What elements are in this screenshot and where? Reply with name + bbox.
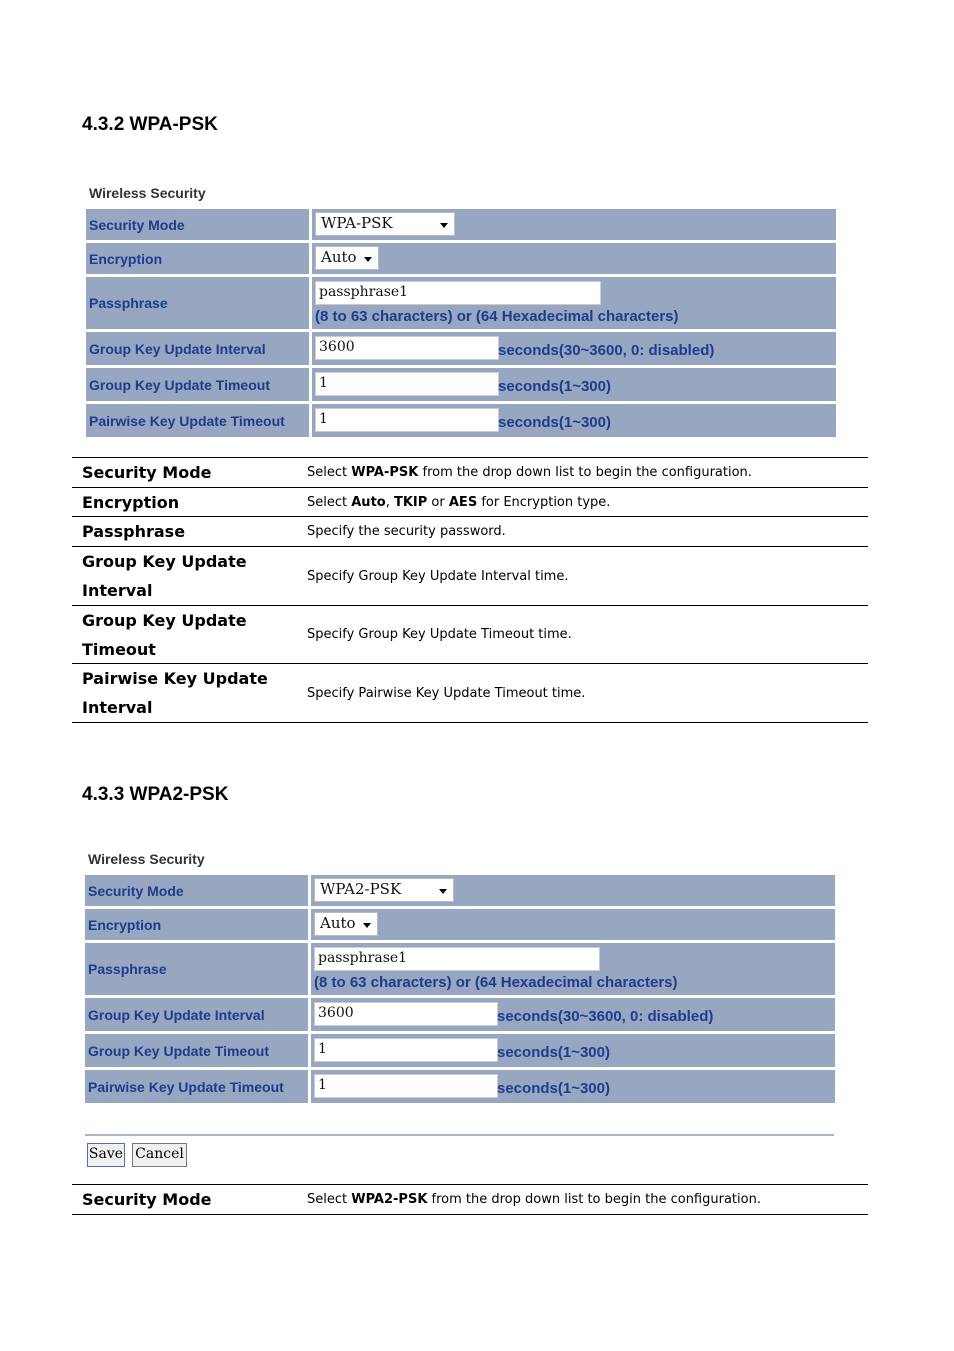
label-encryption: Encryption bbox=[85, 909, 308, 940]
group-key-interval-hint: seconds(30~3600, 0: disabled) bbox=[498, 342, 715, 359]
label-pairwise-key-timeout: Pairwise Key Update Timeout bbox=[85, 1070, 308, 1103]
row-group-key-timeout bbox=[85, 1034, 835, 1067]
passphrase-input[interactable]: passphrase1 bbox=[315, 281, 601, 305]
save-button[interactable]: Save bbox=[87, 1143, 125, 1167]
chevron-down-icon bbox=[440, 223, 448, 228]
row-security-mode bbox=[85, 875, 835, 906]
row-group-key-interval bbox=[85, 998, 835, 1031]
row-passphrase bbox=[85, 943, 835, 995]
security-mode-select[interactable]: WPA2-PSK bbox=[314, 878, 454, 902]
group-key-interval-input[interactable]: 3600 bbox=[315, 336, 499, 360]
row-encryption bbox=[85, 909, 835, 940]
description-table-wpa bbox=[72, 457, 868, 724]
chevron-down-icon bbox=[364, 257, 372, 262]
encryption-select[interactable]: Auto bbox=[314, 912, 378, 936]
group-key-interval-input[interactable]: 3600 bbox=[314, 1002, 498, 1026]
table-row: Security Mode Select WPA2-PSK from the drop down list to begin the configuration. bbox=[82, 1190, 761, 1209]
row-passphrase bbox=[86, 277, 836, 329]
group-key-timeout-hint: seconds(1~300) bbox=[497, 1044, 610, 1061]
group-key-timeout-hint: seconds(1~300) bbox=[498, 378, 611, 395]
label-security-mode: Security Mode bbox=[86, 209, 309, 240]
row-security-mode bbox=[86, 209, 836, 240]
chevron-down-icon bbox=[439, 889, 447, 894]
label-group-key-interval: Group Key Update Interval bbox=[85, 998, 308, 1031]
label-passphrase: Passphrase bbox=[85, 943, 308, 995]
table-row: Pairwise Key Update Interval Specify Pairwise Key Update Timeout time. bbox=[82, 669, 586, 717]
table-row: Encryption Select Auto , TKIP or AES for Encryption type. bbox=[82, 493, 611, 512]
row-encryption bbox=[86, 243, 836, 274]
label-group-key-timeout: Group Key Update Timeout bbox=[86, 368, 309, 401]
row-group-key-timeout bbox=[86, 368, 836, 401]
group-key-timeout-input[interactable]: 1 bbox=[315, 372, 499, 396]
wireless-security-panel-wpa bbox=[86, 185, 836, 440]
encryption-select[interactable]: Auto bbox=[315, 246, 379, 270]
table-row: Group Key Update Interval Specify Group Key Update Interval time. bbox=[82, 552, 569, 600]
label-pairwise-key-timeout: Pairwise Key Update Timeout bbox=[86, 404, 309, 437]
label-encryption: Encryption bbox=[86, 243, 309, 274]
group-key-timeout-input[interactable]: 1 bbox=[314, 1038, 498, 1062]
pairwise-key-timeout-hint: seconds(1~300) bbox=[497, 1080, 610, 1097]
passphrase-hint: (8 to 63 characters) or (64 Hexadecimal characters) bbox=[315, 308, 679, 325]
panel-title: Wireless Security bbox=[89, 185, 206, 201]
pairwise-key-timeout-hint: seconds(1~300) bbox=[498, 414, 611, 431]
divider bbox=[85, 1134, 834, 1136]
wireless-security-panel-wpa2 bbox=[85, 851, 835, 1106]
row-group-key-interval bbox=[86, 332, 836, 365]
section-heading-wpa-psk: 4.3.2 WPA-PSK bbox=[82, 114, 218, 135]
table-row: Passphrase Specify the security password. bbox=[82, 522, 506, 541]
description-table-wpa2 bbox=[72, 1184, 868, 1216]
label-group-key-timeout: Group Key Update Timeout bbox=[85, 1034, 308, 1067]
pairwise-key-timeout-input[interactable]: 1 bbox=[315, 408, 499, 432]
passphrase-input[interactable]: passphrase1 bbox=[314, 947, 600, 971]
label-group-key-interval: Group Key Update Interval bbox=[86, 332, 309, 365]
security-mode-select[interactable]: WPA-PSK bbox=[315, 212, 455, 236]
section-heading-wpa2-psk: 4.3.3 WPA2-PSK bbox=[82, 784, 229, 805]
row-pairwise-key-timeout bbox=[85, 1070, 835, 1103]
panel-title: Wireless Security bbox=[88, 851, 205, 867]
cancel-button[interactable]: Cancel bbox=[132, 1143, 187, 1167]
label-security-mode: Security Mode bbox=[85, 875, 308, 906]
table-row: Group Key Update Timeout Specify Group Key Update Timeout time. bbox=[82, 610, 572, 659]
group-key-interval-hint: seconds(30~3600, 0: disabled) bbox=[497, 1008, 714, 1025]
chevron-down-icon bbox=[363, 923, 371, 928]
pairwise-key-timeout-input[interactable]: 1 bbox=[314, 1074, 498, 1098]
row-pairwise-key-timeout bbox=[86, 404, 836, 437]
label-passphrase: Passphrase bbox=[86, 277, 309, 329]
table-row: Security Mode Select WPA-PSK from the drop down list to begin the configuration. bbox=[82, 463, 752, 482]
passphrase-hint: (8 to 63 characters) or (64 Hexadecimal characters) bbox=[314, 974, 678, 991]
